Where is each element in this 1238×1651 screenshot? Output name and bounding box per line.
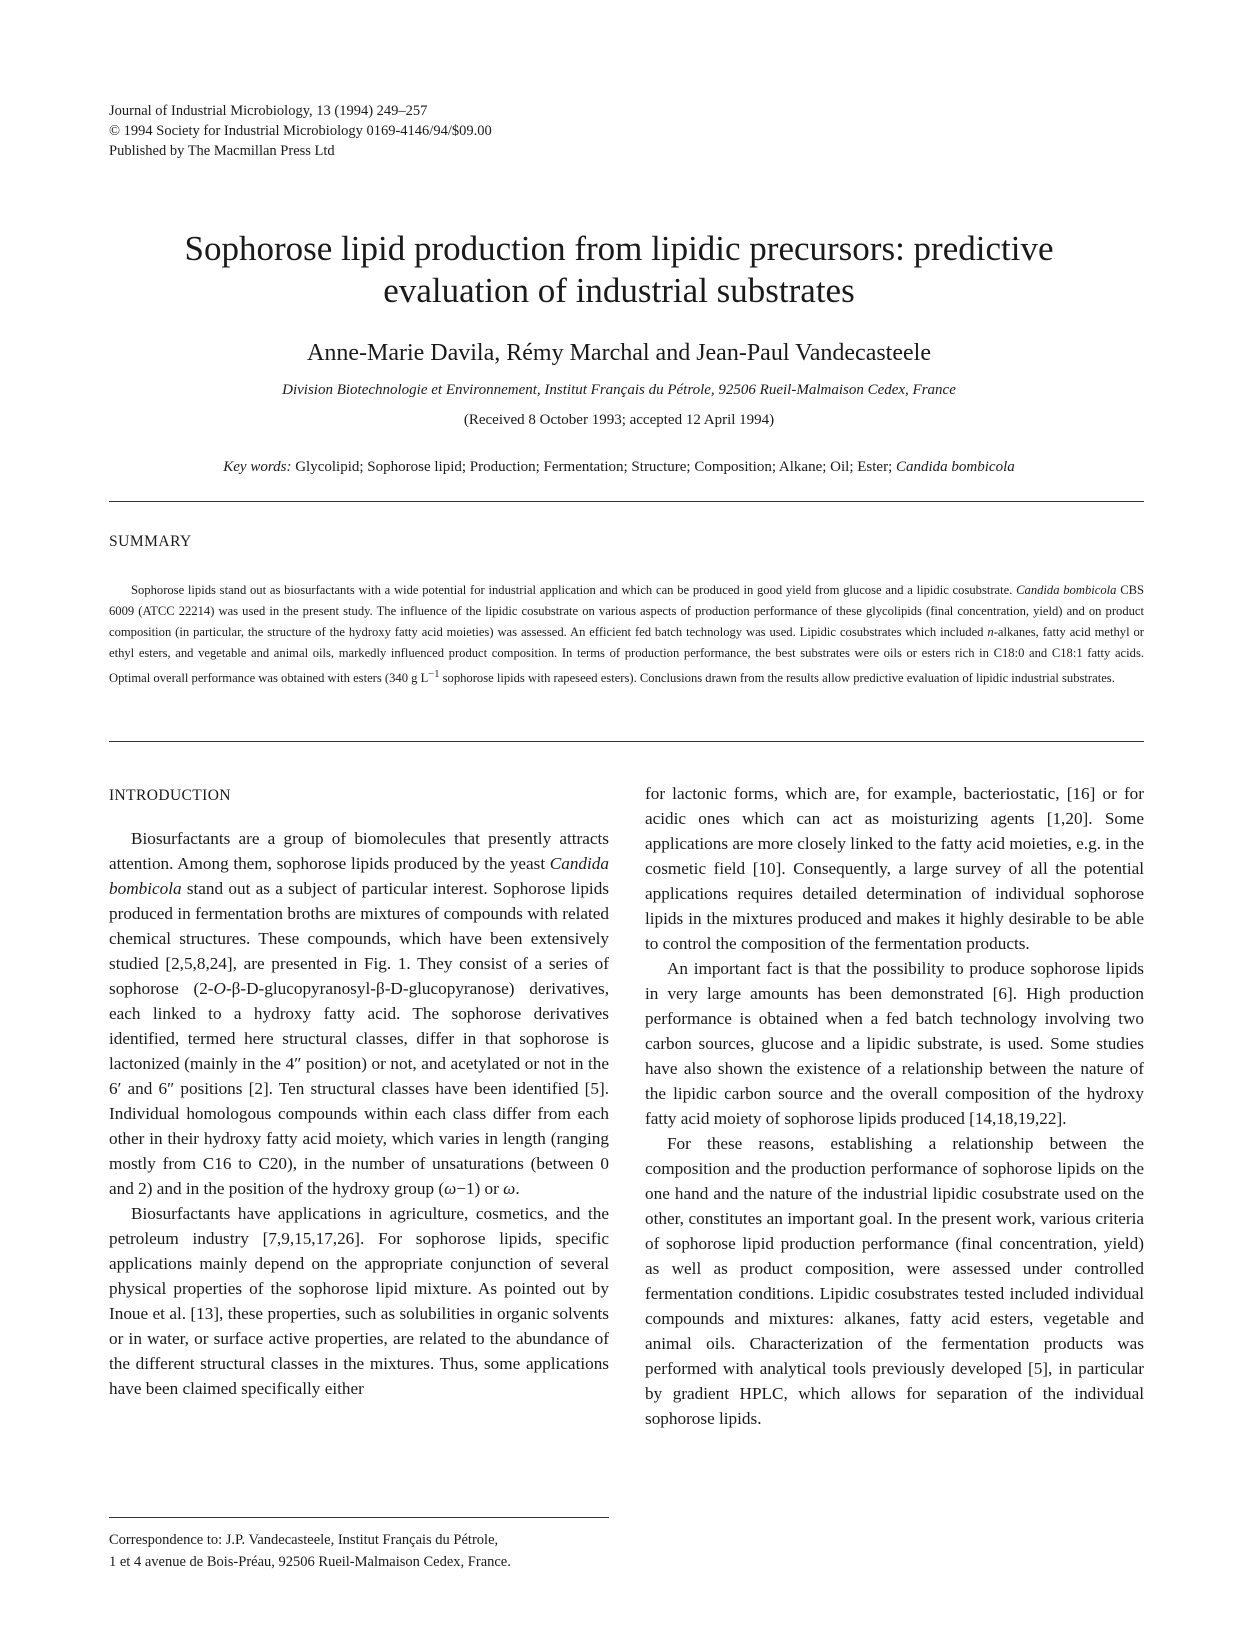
keywords-list: Glycolipid; Sophorose lipid; Production; Fermentation; Structure; Composition; Alkane; Oil; Ester; [291, 459, 896, 475]
article-title [0, 228, 1238, 312]
journal-publisher: Published by The Macmillan Press Ltd [109, 143, 335, 159]
title-line-1: Sophorose lipid production from lipidic precursors: predictive [184, 229, 1054, 268]
intro-paragraph-1 [109, 826, 609, 1201]
received-dates: (Received 8 October 1993; accepted 12 April 1994) [463, 412, 775, 428]
introduction-heading: INTRODUCTION [109, 787, 231, 804]
intro-p1-organism: Candida bombicola [109, 854, 609, 898]
right-paragraph-1: for lactonic forms, which are, for example, bacteriostatic, [16] or for acidic ones which can act as moisturizing agents [1,20]. Some applications are more closely linked to the fatty acid moieties, e.g. in the cosmetic field [10]. Consequently, a large survey of all the potential applications requires detailed determination of individual sophorose lipids in the mixtures produced and makes it highly desirable to be able to control the composition of the fermentation products. [645, 784, 1144, 953]
intro-p1-part-e: . [515, 1179, 520, 1198]
right-column [645, 781, 1144, 1431]
right-paragraph-2: An important fact is that the possibility to produce sophorose lipids in very large amounts has been demonstrated [6]. High production performance is obtained when a fed batch technology involving two carbon sources, glucose and a lipidic substrate, is used. Some studies have also shown the existence of a relationship between the nature of the lipidic carbon source and the overall composition of the hydroxy fatty acid moiety of sophorose lipids produced [14,18,19,22]. [645, 959, 1144, 1128]
affiliation: Division Biotechnologie et Environnement, Institut Français du Pétrole, 92506 Rueil-Malmaison Cedex, France [282, 382, 956, 398]
journal-header [109, 101, 492, 161]
summary-text [109, 580, 1144, 689]
intro-p1-o: O [213, 979, 226, 998]
journal-citation: Journal of Industrial Microbiology, 13 (1994) 249–257 [109, 103, 428, 119]
footnote-divider [109, 1517, 609, 1518]
summary-part-2: CBS 6009 (ATCC 22214) was used in the present study. The influence of the lipidic cosubstrate on various aspects of production performance of these glycolipids (final concentration, yield) and on product composition (in particular, the structure of the hydroxy fatty acid moieties) was assessed. An efficient fed batch technology was used. Lipidic cosubstrates which included [109, 583, 1144, 639]
summary-superscript: −1 [428, 669, 440, 680]
divider-bottom [109, 741, 1144, 742]
right-paragraph-3: For these reasons, establishing a relationship between the composition and the production performance of sophorose lipids on the one hand and the nature of the industrial lipidic cosubstrate used on the other, constitutes an important goal. In the present work, various criteria of sophorose lipid production performance (final concentration, yield) as well as product composition, were assessed under controlled fermentation conditions. Lipidic cosubstrates tested included individual compounds and mixtures: alkanes, fatty acid esters, vegetable and animal oils. Characterization of the fermentation products was performed with analytical tools previously developed [5], in particular by gradient HPLC, which allows for separation of the individual sophorose lipids. [645, 1134, 1144, 1428]
keywords [0, 457, 1238, 477]
summary-heading: SUMMARY [109, 533, 192, 550]
summary-part-4: sophorose lipids with rapeseed esters). Conclusions drawn from the results allow predictive evaluation of lipidic industrial substrates. [439, 671, 1115, 686]
summary-part-1: Sophorose lipids stand out as biosurfactants with a wide potential for industrial application and which can be produced in good yield from glucose and a lipidic cosubstrate. [131, 583, 1017, 597]
intro-p1-omega-2: ω [503, 1179, 516, 1198]
correspondence-line-1: Correspondence to: J.P. Vandecasteele, Institut Français du Pétrole, [109, 1532, 499, 1548]
title-line-2: evaluation of industrial substrates [383, 271, 855, 310]
summary-n: n [987, 625, 994, 639]
intro-p1-part-a: Biosurfactants are a group of biomolecules that presently attracts attention. Among them, sophorose lipids produced by the yeast [109, 829, 609, 873]
intro-p1-omega-1: ω [444, 1179, 457, 1198]
left-column [109, 783, 609, 1401]
keywords-organism: Candida bombicola [896, 459, 1015, 475]
intro-paragraph-2: Biosurfactants have applications in agriculture, cosmetics, and the petroleum industry [7,9,15,17,26]. For sophorose lipids, specific applications mainly depend on the appropriate conjunction of several physical properties of the sophorose lipid mixture. As pointed out by Inoue et al. [13], these properties, such as solubilities in organic solvents or in water, or surface active properties, are related to the abundance of the different structural classes in the mixtures. Thus, some applications have been claimed specifically either [109, 1204, 609, 1398]
correspondence-line-2: 1 et 4 avenue de Bois-Préau, 92506 Rueil-Malmaison Cedex, France. [109, 1554, 511, 1570]
authors: Anne-Marie Davila, Rémy Marchal and Jean-Paul Vandecasteele [307, 340, 931, 366]
correspondence [109, 1529, 629, 1573]
divider-top [109, 501, 1144, 502]
intro-p1-part-d: −1) or [456, 1179, 504, 1198]
summary-part-3: -alkanes, fatty acid methyl or ethyl esters, and vegetable and animal oils, markedly influenced product composition. In terms of production performance, the best substrates were oils or esters rich in C18:0 and C18:1 fatty acids. Optimal overall performance was obtained with esters (340 g L [109, 625, 1144, 686]
summary-organism: Candida bombicola [1016, 583, 1117, 597]
journal-copyright: © 1994 Society for Industrial Microbiology 0169-4146/94/$09.00 [109, 123, 492, 139]
intro-p1-part-c: -β-D-glucopyranosyl-β-D-glucopyranose) derivatives, each linked to a hydroxy fatty acid. The sophorose derivatives identified, termed here structural classes, differ in that sophorose is lactonized (mainly in the 4″ position) or not, and acetylated or not in the 6′ and 6″ positions [2]. Ten structural classes have been identified [5]. Individual homologous compounds within each class differ from each other in their hydroxy fatty acid moiety, which varies in length (ranging mostly from C16 to C20), in the number of unsaturations (between 0 and 2) and in the position of the hydroxy group ( [109, 979, 609, 1198]
intro-p1-part-b: stand out as a subject of particular interest. Sophorose lipids produced in fermentation broths are mixtures of compounds with related chemical structures. These compounds, which have been extensively studied [2,5,8,24], are presented in Fig. 1. They consist of a series of sophorose (2- [109, 879, 609, 998]
keywords-label: Key words: [223, 459, 292, 475]
